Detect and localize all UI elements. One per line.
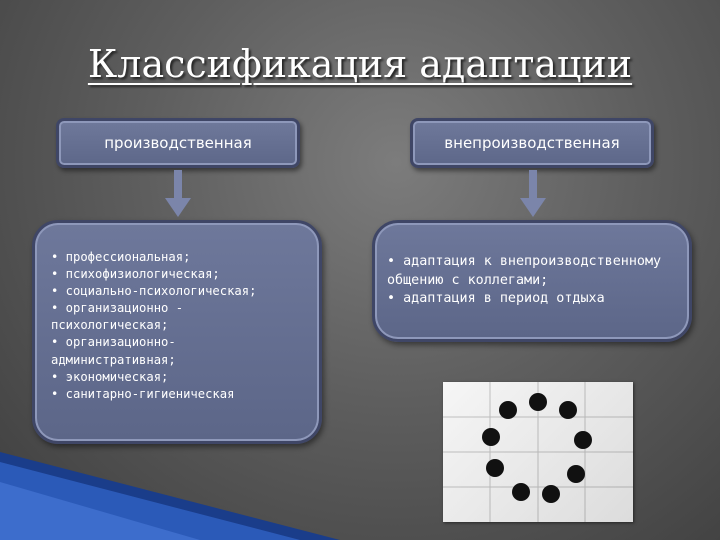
decorative-corner-shape xyxy=(0,452,340,540)
chairs-in-circle-image xyxy=(443,382,633,522)
list-item: • адаптация к внепроизводственному xyxy=(387,254,662,269)
non-production-types-list xyxy=(372,220,692,342)
list-item: • организационно- xyxy=(51,335,176,350)
list-item: психологическая; xyxy=(51,318,169,333)
arrow-down-icon xyxy=(163,170,193,220)
list-item: административная; xyxy=(51,352,176,367)
heading-production-label: производственная xyxy=(104,134,252,152)
list-item: • профессиональная; xyxy=(51,250,191,264)
list-item: • экономическая; xyxy=(51,369,169,384)
list-item: • социально-психологическая; xyxy=(51,284,257,299)
list-item: • санитарно-гигиеническая xyxy=(51,386,235,401)
slide-title: Классификация адаптации xyxy=(87,42,633,86)
list-item: общению с коллегами; xyxy=(387,272,549,288)
list-item: • адаптация в период отдыха xyxy=(387,291,605,306)
chairs-circle-photo xyxy=(443,382,633,522)
production-types-list xyxy=(32,220,322,444)
heading-box-non-production xyxy=(410,118,654,168)
list-item: • организационно - xyxy=(51,301,184,316)
heading-non-production-label: внепроизводственная xyxy=(444,134,620,152)
heading-box-production xyxy=(56,118,300,168)
arrow-down-icon xyxy=(518,170,548,220)
list-item: • психофизиологическая; xyxy=(51,267,220,282)
